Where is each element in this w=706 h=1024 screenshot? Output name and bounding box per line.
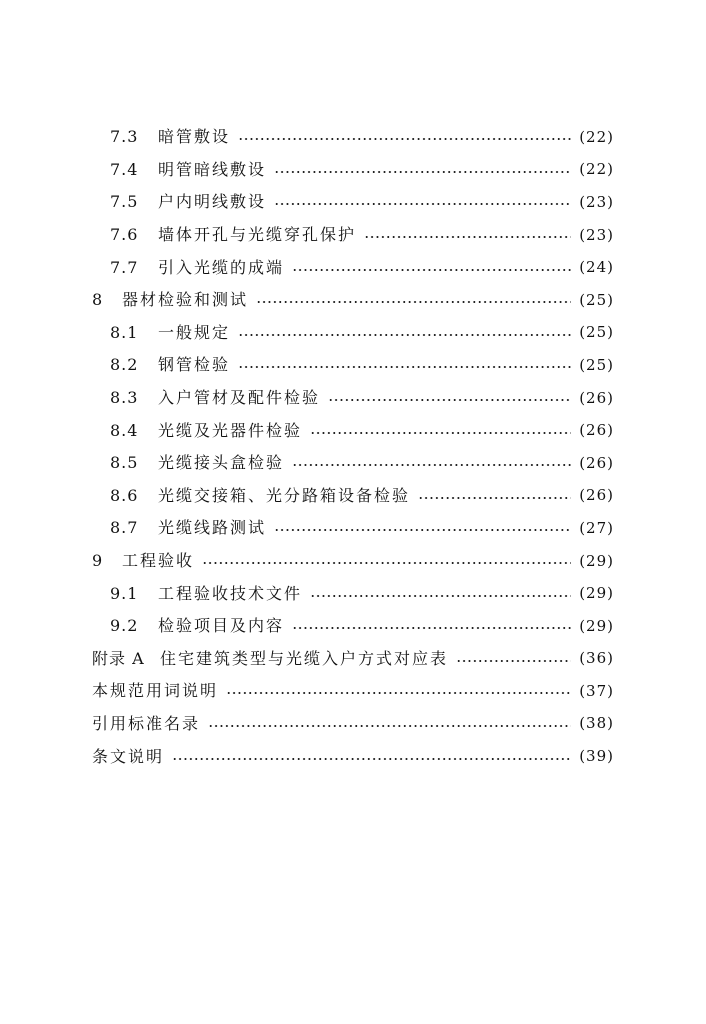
toc-entry-number: 7.6 (110, 225, 139, 245)
toc-entry-number: 8.5 (110, 453, 139, 473)
toc-entry-number: 9.2 (110, 616, 139, 636)
dot-leader (274, 529, 571, 531)
dot-leader (238, 334, 571, 336)
toc-entry-page: (25) (579, 355, 614, 374)
dot-leader (226, 692, 571, 694)
toc-entry-8[interactable] (92, 284, 614, 317)
toc-entry-page: (29) (579, 616, 614, 635)
toc-entry-page: (36) (579, 649, 614, 668)
dot-leader (208, 725, 571, 727)
toc-entry-9-1[interactable] (92, 577, 614, 610)
dot-leader (456, 660, 571, 662)
toc-entry-number: 7.3 (110, 127, 139, 147)
toc-entry-title: 一般规定 (158, 322, 231, 342)
toc-entry-7-6[interactable] (92, 219, 614, 252)
dot-leader (274, 171, 571, 173)
dot-leader (202, 562, 571, 564)
toc-entry-number: 8.3 (110, 388, 139, 408)
toc-entry-number: 8.4 (110, 420, 139, 440)
toc-entry-page: (22) (579, 127, 614, 146)
table-of-contents (92, 121, 614, 773)
toc-entry-number: 附录 A (92, 648, 145, 668)
toc-entry-title: 工程验收 (122, 551, 195, 571)
toc-entry-7-5[interactable] (92, 186, 614, 219)
toc-entry-page: (29) (579, 584, 614, 603)
dot-leader (310, 432, 571, 434)
toc-entry-title: 器材检验和测试 (122, 290, 249, 310)
toc-entry-number: 7.5 (110, 192, 139, 212)
toc-entry-title: 光缆交接箱、光分路箱设备检验 (158, 485, 411, 505)
dot-leader (292, 464, 571, 466)
toc-entry-normative-references[interactable] (92, 708, 614, 741)
toc-entry-number: 8 (92, 290, 104, 310)
toc-entry-8-4[interactable] (92, 414, 614, 447)
toc-entry-appendix-a[interactable] (92, 643, 614, 676)
toc-entry-8-7[interactable] (92, 512, 614, 545)
toc-entry-number: 9.1 (110, 583, 139, 603)
toc-entry-page: (26) (579, 453, 614, 472)
dot-leader (274, 203, 571, 205)
dot-leader (328, 399, 571, 401)
toc-entry-7-3[interactable] (92, 121, 614, 154)
toc-entry-page: (27) (579, 518, 614, 537)
toc-entry-page: (26) (579, 421, 614, 440)
toc-entry-title: 入户管材及配件检验 (158, 388, 321, 408)
dot-leader (238, 138, 571, 140)
toc-entry-title: 本规范用词说明 (92, 681, 219, 701)
toc-entry-page: (29) (579, 551, 614, 570)
toc-entry-number: 7.4 (110, 159, 139, 179)
toc-entry-number: 8.1 (110, 322, 139, 342)
toc-entry-8-3[interactable] (92, 382, 614, 415)
toc-entry-7-7[interactable] (92, 251, 614, 284)
toc-entry-number: 8.7 (110, 518, 139, 538)
dot-leader (292, 627, 571, 629)
toc-entry-title: 光缆及光器件检验 (158, 420, 303, 440)
toc-entry-title: 暗管敷设 (158, 127, 231, 147)
toc-entry-title: 引入光缆的成端 (158, 257, 285, 277)
toc-entry-page: (39) (579, 747, 614, 766)
toc-entry-page: (38) (579, 714, 614, 733)
toc-entry-number: 8.6 (110, 485, 139, 505)
toc-entry-title: 引用标准名录 (92, 713, 201, 733)
toc-entry-title: 墙体开孔与光缆穿孔保护 (158, 225, 357, 245)
toc-entry-page: (23) (579, 192, 614, 211)
toc-entry-title: 检验项目及内容 (158, 616, 285, 636)
toc-entry-clause-explanation[interactable] (92, 740, 614, 773)
dot-leader (310, 595, 571, 597)
toc-entry-terms-explanation[interactable] (92, 675, 614, 708)
toc-entry-7-4[interactable] (92, 154, 614, 187)
toc-entry-page: (25) (579, 323, 614, 342)
toc-entry-8-6[interactable] (92, 480, 614, 513)
toc-entry-title: 钢管检验 (158, 355, 231, 375)
toc-entry-title: 光缆接头盒检验 (158, 453, 285, 473)
toc-entry-title: 工程验收技术文件 (158, 583, 303, 603)
toc-entry-page: (24) (579, 258, 614, 277)
dot-leader (256, 301, 571, 303)
toc-entry-page: (26) (579, 388, 614, 407)
toc-entry-title: 明管暗线敷设 (158, 159, 267, 179)
toc-entry-page: (25) (579, 290, 614, 309)
toc-entry-title: 光缆线路测试 (158, 518, 267, 538)
toc-entry-page: (22) (579, 160, 614, 179)
toc-entry-8-5[interactable] (92, 447, 614, 480)
toc-entry-number: 8.2 (110, 355, 139, 375)
dot-leader (172, 758, 571, 760)
toc-entry-title: 户内明线敷设 (158, 192, 267, 212)
toc-entry-number: 9 (92, 551, 104, 571)
toc-entry-9-2[interactable] (92, 610, 614, 643)
toc-entry-9[interactable] (92, 545, 614, 578)
dot-leader (238, 366, 571, 368)
dot-leader (364, 236, 571, 238)
toc-entry-8-2[interactable] (92, 349, 614, 382)
toc-entry-page: (23) (579, 225, 614, 244)
toc-entry-8-1[interactable] (92, 317, 614, 350)
toc-entry-page: (37) (579, 681, 614, 700)
toc-entry-title: 条文说明 (92, 746, 165, 766)
dot-leader (292, 269, 571, 271)
toc-entry-page: (26) (579, 486, 614, 505)
toc-entry-number: 7.7 (110, 257, 139, 277)
dot-leader (418, 497, 571, 499)
toc-entry-title: 住宅建筑类型与光缆入户方式对应表 (160, 648, 449, 668)
